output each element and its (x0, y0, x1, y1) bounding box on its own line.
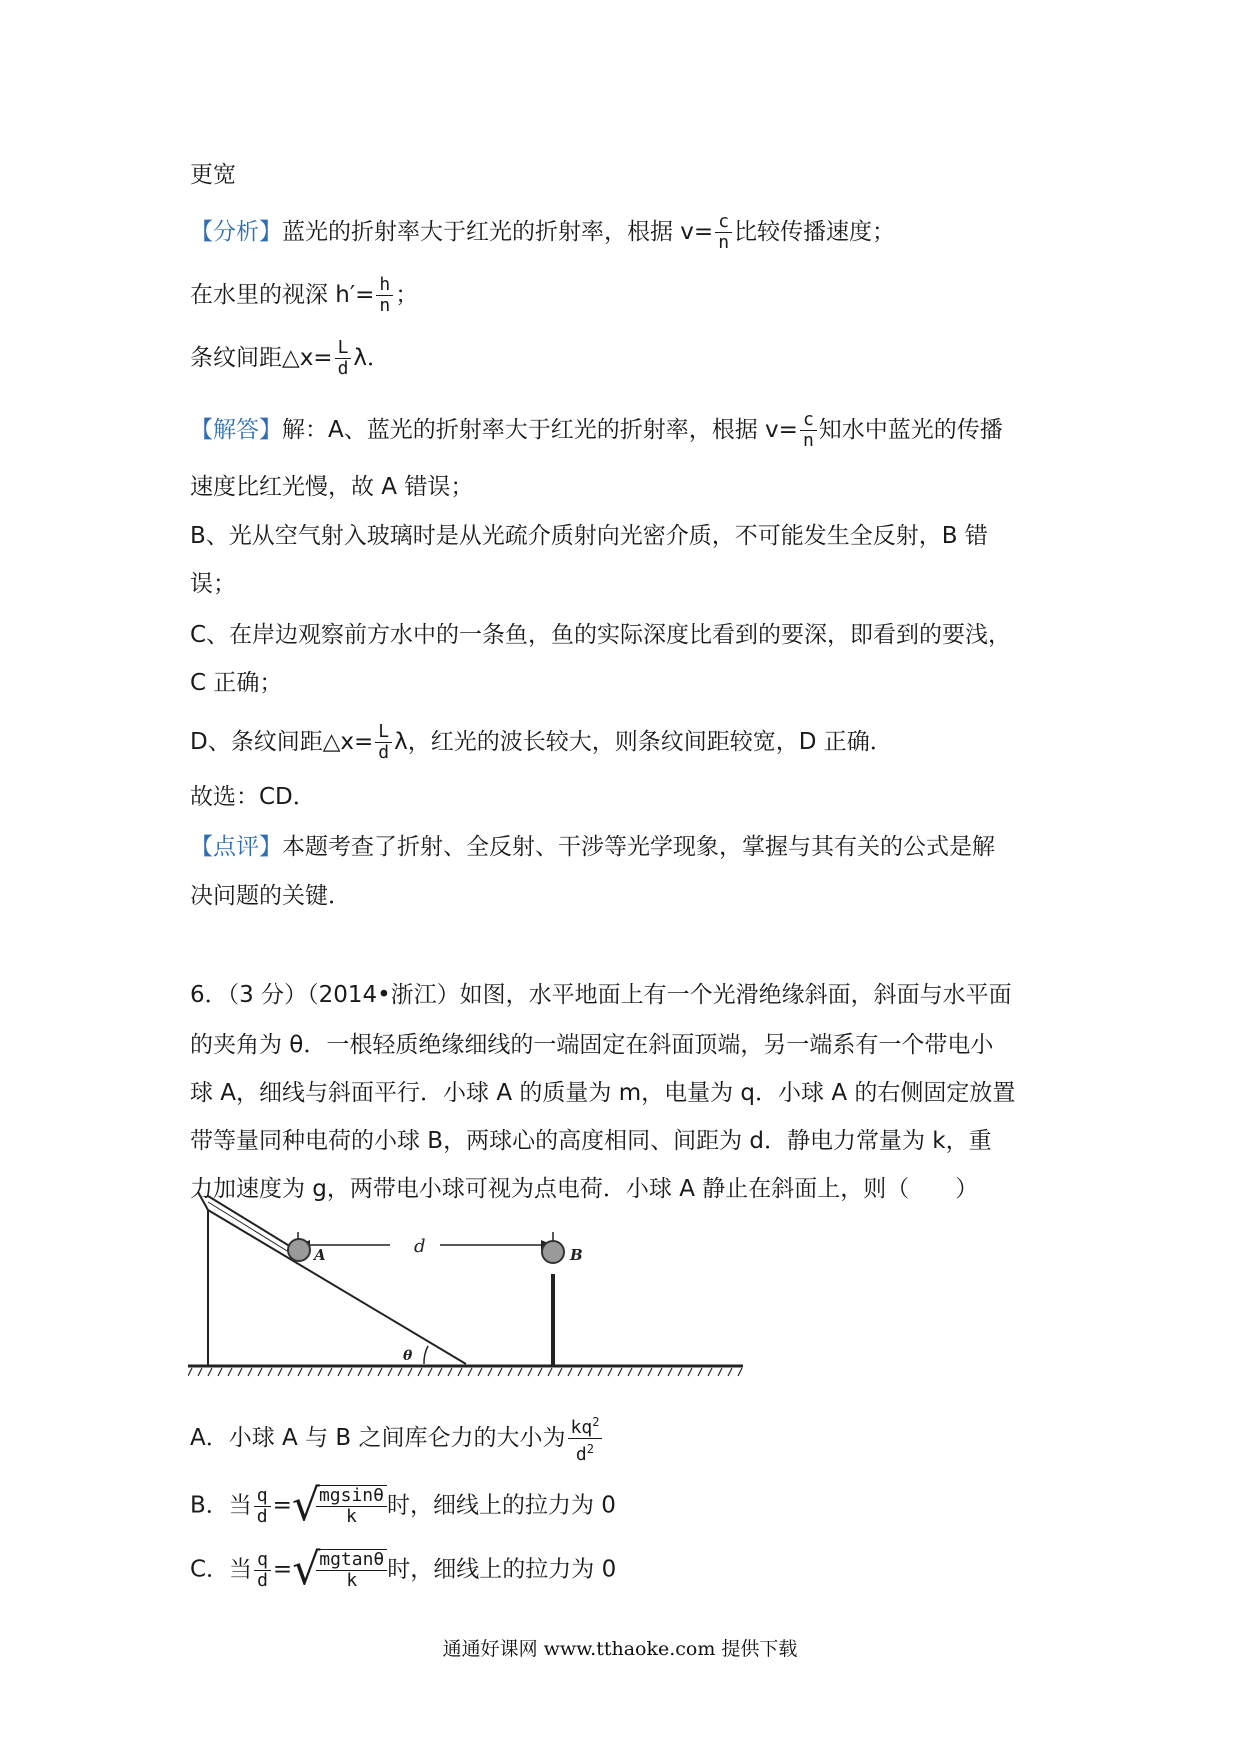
fraction: $\frac{q}{d}$ (254, 1550, 271, 1591)
text-line: 故选：CD． (190, 784, 316, 810)
text-line: 误； (190, 571, 236, 597)
label-a: A (314, 1246, 326, 1264)
ground-hatching (188, 1368, 742, 1376)
label-b: B (570, 1246, 583, 1264)
incline-figure (188, 1168, 748, 1390)
solution-line: 【解答】解：A、蓝光的折射率大于红光的折射率，根据 v= $\frac{c}{n}$ 知水中蓝光的传播 (190, 409, 1003, 451)
square-root: √ $\frac{mgtan\theta}{k}$ (292, 1548, 387, 1592)
incline-slope (208, 1210, 466, 1364)
fraction: $\frac{q}{d}$ (254, 1486, 271, 1527)
ball-a (288, 1239, 310, 1261)
text-line: 更宽 (190, 162, 236, 188)
analysis-line: 【分析】蓝光的折射率大于红光的折射率，根据 v= $\frac{c}{n}$ 比较传播速度； (190, 211, 896, 253)
fraction: $\frac{c}{n}$ (715, 212, 732, 253)
text-line: C、在岸边观察前方水中的一条鱼，鱼的实际深度比看到的要深，即看到的要浅， (190, 622, 1012, 648)
text-line: C 正确； (190, 670, 283, 696)
square-root: √ $\frac{mgsin\theta}{k}$ (292, 1484, 387, 1528)
comment-line: 【点评】本题考查了折射、全反射、干涉等光学现象，掌握与其有关的公式是解 (190, 834, 995, 860)
text-line: 速度比红光慢，故 A 错误； (190, 474, 474, 500)
question-line: 带等量同种电荷的小球 B，两球心的高度相同、间距为 d．静电力常量为 k，重 (190, 1128, 992, 1154)
fraction: $\frac{h}{n}$ (376, 275, 393, 316)
question-line: 球 A，细线与斜面平行．小球 A 的质量为 m，电量为 q．小球 A 的右侧固定放置 (190, 1080, 1016, 1106)
page-footer: 通通好课网 www.tthaoke.com 提供下载 (442, 1638, 798, 1660)
fraction: $\frac{kq^2}{d^2}$ (568, 1412, 603, 1465)
option-c: C．当 $\frac{q}{d}$ =√ $\frac{mgtan\theta}{k}$ 时，细线上的拉力为 0 (190, 1544, 617, 1595)
analysis-tag: 【分析】 (190, 219, 282, 245)
fraction: $\frac{L}{d}$ (375, 722, 392, 763)
text-line: B、光从空气射入玻璃时是从光疏介质射向光密介质，不可能发生全反射，B 错 (190, 523, 988, 549)
incline-top-post (198, 1192, 208, 1210)
question-line: 力加速度为 g，两带电小球可视为点电荷．小球 A 静止在斜面上，则（ ） (190, 1176, 979, 1202)
angle-arc (424, 1346, 428, 1364)
text-line: 在水里的视深 h′= $\frac{h}{n}$ ； (190, 274, 419, 316)
comment-tag: 【点评】 (190, 834, 282, 860)
label-d: d (414, 1236, 426, 1257)
question-line: 6．（3 分）（2014•浙江）如图，水平地面上有一个光滑绝缘斜面，斜面与水平面 (190, 982, 1012, 1008)
text-line: 决问题的关键． (190, 883, 351, 909)
fraction: $\frac{L}{d}$ (335, 338, 352, 379)
text-line: D、条纹间距△x= $\frac{L}{d}$ λ，红光的波长较大，则条纹间距较宽，D 正确． (190, 721, 893, 763)
fraction: $\frac{c}{n}$ (800, 410, 817, 451)
option-b: B．当 $\frac{q}{d}$ =√ $\frac{mgsin\theta}{k}$ 时，细线上的拉力为 0 (190, 1480, 616, 1531)
ball-b (542, 1241, 564, 1263)
question-line: 的夹角为 θ．一根轻质绝缘细线的一端固定在斜面顶端，另一端系有一个带电小 (190, 1032, 994, 1058)
solution-tag: 【解答】 (190, 417, 282, 443)
thread-line-inner (208, 1202, 292, 1254)
text-line: 条纹间距△x= $\frac{L}{d}$ λ． (190, 337, 391, 379)
thread-line (208, 1196, 296, 1250)
option-a: A．小球 A 与 B 之间库仑力的大小为 $\frac{kq^2}{d^2}$ (190, 1412, 604, 1465)
label-theta: θ (403, 1348, 413, 1364)
